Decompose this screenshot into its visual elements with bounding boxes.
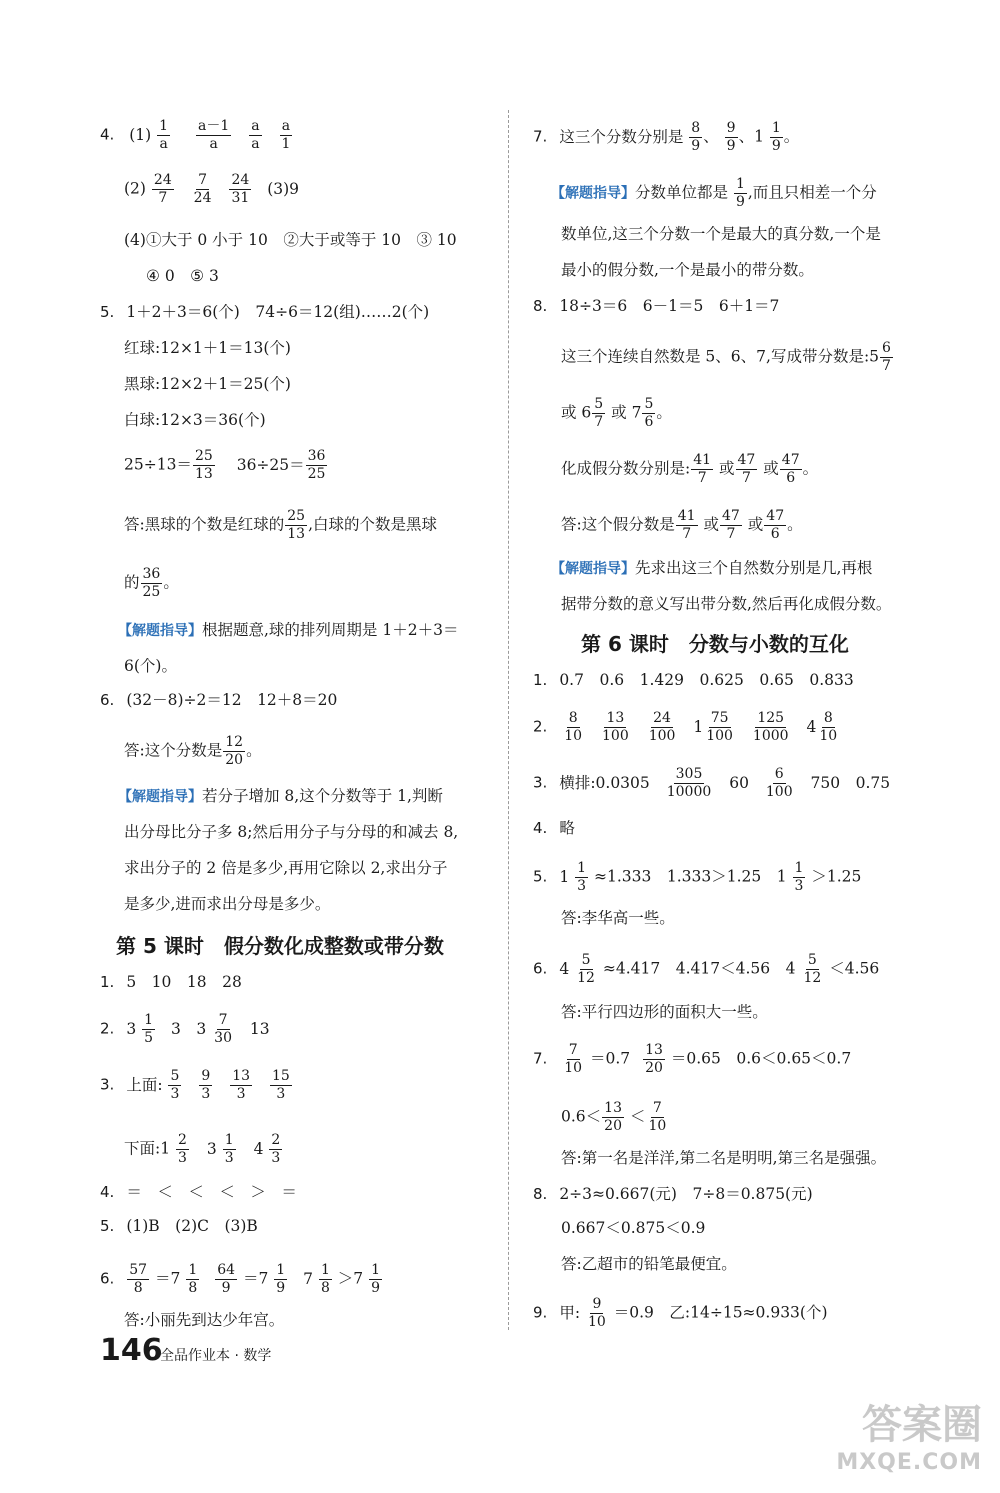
fraction: $\frac{24}{7}$ (153, 172, 172, 206)
fraction: $\frac{41}{7}$ (693, 452, 712, 486)
fraction: $\frac{64}{9}$ (217, 1262, 236, 1296)
fraction: $\frac{13}{20}$ (604, 1100, 622, 1134)
q6-tip-line2: 出分母比分子多 8;然后用分子与分母的和减去 8, (124, 823, 459, 841)
fraction: $\frac{1}{3}$ (577, 860, 587, 894)
r3-line: 3. 横排:0.0305 $\frac{305}{10000}$ 60 $\frac{6}{100}$ 750 0.75 (533, 766, 891, 800)
r7-answer: 答:第一名是洋洋,第二名是明明,第三名是强强。 (561, 1149, 887, 1167)
q8-line3: 或 6 $\frac{5}{7}$ 或 7 $\frac{5}{6}$ 。 (561, 396, 672, 430)
watermark-url: MXQE.COM (836, 1450, 982, 1475)
s6-line: 6. $\frac{57}{8}$ ＝7 $\frac{1}{8}$ $\frac{64}{9}$ ＝7 $\frac{1}{9}$ 7 $\frac{1}{8}$ ＞7 $\frac{1}{9}$ (100, 1262, 381, 1296)
q4-part4: (4)①大于 0 小于 10 ②大于或等于 10 ③ 10 (124, 231, 457, 249)
fraction: $\frac{13}{20}$ (645, 1042, 663, 1076)
fraction: $\frac{1}{8}$ (188, 1262, 198, 1296)
fraction: $\frac{a}{1}$ (281, 118, 291, 152)
q7-tip-line3: 最小的假分数,一个是最小的带分数。 (561, 261, 814, 279)
fraction: $\frac{1}{9}$ (276, 1262, 286, 1296)
fraction: $\frac{47}{7}$ (722, 508, 740, 542)
tip-label: 【解题指导】 (118, 623, 202, 639)
r9-line: 9. 甲: $\frac{9}{10}$ ＝0.9 乙:14÷15≈0.933(个) (533, 1296, 828, 1330)
fraction: $\frac{7}{24}$ (193, 172, 212, 206)
fraction: $\frac{1}{9}$ (771, 120, 781, 154)
fraction: $\frac{25}{13}$ (194, 448, 213, 482)
fraction: $\frac{47}{6}$ (766, 508, 785, 542)
fraction: $\frac{13}{100}$ (602, 710, 629, 744)
fraction: $\frac{1}{9}$ (371, 1262, 381, 1296)
fraction: $\frac{a-1}{a}$ (198, 118, 230, 152)
s3-lower: 下面:1 $\frac{2}{3}$ 3 $\frac{1}{3}$ 4 $\frac{2}{3}$ (124, 1132, 281, 1166)
q7-line: 7. 这三个分数分别是 $\frac{8}{9}$ 、 $\frac{9}{9}$ 、1 $\frac{1}{9}$ 。 (533, 120, 800, 154)
q7-tip-line2: 数单位,这三个分数一个是最大的真分数,一个是 (561, 225, 881, 243)
fraction: $\frac{5}{3}$ (170, 1068, 180, 1102)
r8-answer: 答:乙超市的铅笔最便宜。 (561, 1255, 737, 1273)
fraction: $\frac{12}{20}$ (225, 734, 244, 768)
q6-tip: 【解题指导】若分子增加 8,这个分数等于 1,判断 (118, 787, 443, 805)
fraction: $\frac{6}{7}$ (882, 340, 891, 374)
r5-line: 5. 1 $\frac{1}{3}$ ≈1.333 1.333＞1.25 1 $\frac{1}{3}$ ＞1.25 (533, 860, 862, 894)
q5-answer2: 的 $\frac{36}{25}$ 。 (124, 566, 179, 600)
fraction: $\frac{1}{3}$ (224, 1132, 234, 1166)
s6-answer: 答:小丽先到达少年宫。 (124, 1311, 285, 1329)
q6-tip-line3: 求出分子的 2 倍是多少,再用它除以 2,求出分子 (124, 859, 448, 877)
q4-part1: 4. (1) $\frac{1}{a}$ $\frac{a-1}{a}$ $\frac{a}{a}$ $\frac{a}{1}$ (100, 118, 291, 152)
q8-tip-line2: 据带分数的意义写出带分数,然后再化成假分数。 (561, 595, 892, 613)
r8-line2: 0.667＜0.875＜0.9 (561, 1219, 706, 1237)
fraction: $\frac{9}{10}$ (587, 1296, 606, 1330)
tip-label: 【解题指导】 (118, 789, 202, 805)
fraction: $\frac{1}{9}$ (735, 176, 745, 210)
fraction: $\frac{41}{7}$ (677, 508, 696, 542)
fraction: $\frac{6}{100}$ (765, 766, 793, 800)
tip-label: 【解题指导】 (551, 185, 635, 202)
fraction: $\frac{5}{12}$ (577, 952, 595, 986)
q8-line4: 化成假分数分别是: $\frac{41}{7}$ 或 $\frac{47}{7}$ 或 $\frac{47}{6}$ 。 (561, 452, 819, 486)
fraction: $\frac{36}{25}$ (307, 448, 326, 482)
column-divider (508, 110, 509, 1330)
fraction: $\frac{9}{9}$ (726, 120, 736, 154)
fraction: $\frac{8}{10}$ (819, 710, 838, 744)
r4-line: 4. 略 (533, 819, 575, 837)
q8-line1: 8. 18÷3＝6 6－1＝5 6＋1＝7 (533, 297, 780, 315)
r5-answer: 答:李华高一些。 (561, 909, 675, 927)
tip-label: 【解题指导】 (551, 561, 635, 577)
fraction: $\frac{1}{8}$ (320, 1262, 330, 1296)
watermark-logo: 答案圈 (862, 1402, 982, 1448)
fraction: $\frac{5}{12}$ (803, 952, 822, 986)
fraction: $\frac{9}{3}$ (201, 1068, 211, 1102)
fraction: $\frac{1}{5}$ (144, 1012, 154, 1046)
lesson6-heading: 第 6 课时 分数与小数的互化 (581, 632, 849, 656)
fraction: $\frac{24}{100}$ (648, 710, 676, 744)
fraction: $\frac{75}{100}$ (706, 710, 733, 744)
fraction: $\frac{24}{31}$ (231, 172, 250, 206)
q8-tip: 【解题指导】先求出这三个自然数分别是几,再根 (551, 559, 873, 577)
fraction: $\frac{a}{a}$ (251, 118, 260, 152)
q5-tip: 【解题指导】根据题意,球的排列周期是 1＋2＋3＝ (118, 621, 459, 639)
q5-answer1: 答:黑球的个数是红球的 $\frac{25}{13}$ ,白球的个数是黑球 (124, 508, 437, 542)
fraction: $\frac{15}{3}$ (271, 1068, 290, 1102)
fraction: $\frac{7}{30}$ (214, 1012, 232, 1046)
q4-part5: ④ 0 ⑤ 3 (146, 267, 219, 285)
fraction: $\frac{7}{10}$ (648, 1100, 667, 1134)
q6-answer: 答:这个分数是 $\frac{12}{20}$ 。 (124, 734, 262, 768)
page-number: 146 (100, 1333, 163, 1368)
q6-line1: 6. (32－8)÷2＝12 12＋8＝20 (100, 691, 338, 709)
q6-tip-line4: 是多少,进而求出分母是多少。 (124, 895, 331, 913)
q5-line1: 5. 1＋2＋3＝6(个) 74÷6＝12(组)……2(个) (100, 303, 430, 321)
q5-line4: 白球:12×3＝36(个) (124, 411, 266, 429)
r6-answer: 答:平行四边形的面积大一些。 (561, 1003, 768, 1021)
r1-line: 1. 0.7 0.6 1.429 0.625 0.65 0.833 (533, 671, 854, 689)
fraction: $\frac{305}{10000}$ (666, 766, 712, 800)
r7-line1: 7. $\frac{7}{10}$ ＝0.7 $\frac{13}{20}$ ＝0.65 0.6＜0.65＜0.7 (533, 1042, 852, 1076)
fraction: $\frac{5}{7}$ (594, 396, 604, 430)
fraction: $\frac{125}{1000}$ (752, 710, 789, 744)
fraction: $\frac{1}{a}$ (159, 118, 169, 152)
fraction: $\frac{8}{10}$ (564, 710, 583, 744)
fraction: $\frac{47}{6}$ (781, 452, 800, 486)
s2-line: 2. 3 $\frac{1}{5}$ 3 3 $\frac{7}{30}$ 13 (100, 1012, 270, 1046)
fraction: $\frac{47}{7}$ (737, 452, 756, 486)
lesson5-heading: 第 5 课时 假分数化成整数或带分数 (116, 934, 444, 958)
r6-line: 6. 4 $\frac{5}{12}$ ≈4.417 4.417＜4.56 4 $\frac{5}{12}$ ＜4.56 (533, 952, 880, 986)
s1-line: 1. 5 10 18 28 (100, 973, 242, 991)
q8-line2: 这三个连续自然数是 5、6、7,写成带分数是:5 $\frac{6}{7}$ (561, 340, 891, 374)
fraction: $\frac{2}{3}$ (178, 1132, 187, 1166)
fraction: $\frac{13}{3}$ (232, 1068, 251, 1102)
fraction: $\frac{2}{3}$ (271, 1132, 281, 1166)
fraction: $\frac{1}{3}$ (794, 860, 804, 894)
q8-answer: 答:这个假分数是 $\frac{41}{7}$ 或 $\frac{47}{7}$ 或 $\frac{47}{6}$ 。 (561, 508, 803, 542)
r2-line: 2. $\frac{8}{10}$ $\frac{13}{100}$ $\frac{24}{100}$ 1 $\frac{75}{100}$ $\frac{125}{1000}$ 4 $\frac{8}{10}$ (533, 710, 838, 744)
s3-upper: 3. 上面: $\frac{5}{3}$ $\frac{9}{3}$ $\frac{13}{3}$ $\frac{15}{3}$ (100, 1068, 290, 1102)
q5-line5: 25÷13＝ $\frac{25}{13}$ 36÷25＝ $\frac{36}{25}$ (124, 448, 326, 482)
q5-tip-line2: 6(个)。 (124, 657, 177, 675)
fraction: $\frac{25}{13}$ (287, 508, 306, 542)
r8-line1: 8. 2÷3≈0.667(元) 7÷8＝0.875(元) (533, 1185, 813, 1203)
q4-part2: (2) $\frac{24}{7}$ $\frac{7}{24}$ $\frac{24}{31}$ (3)9 (124, 172, 300, 206)
s5-line: 5. (1)B (2)C (3)B (100, 1217, 258, 1235)
watermark (836, 1393, 982, 1475)
fraction: $\frac{57}{8}$ (129, 1262, 148, 1296)
fraction: $\frac{7}{10}$ (564, 1042, 583, 1076)
r7-line2: 0.6＜ $\frac{13}{20}$ ＜ $\frac{7}{10}$ (561, 1100, 667, 1134)
s4-line: 4. ＝ ＜ ＜ ＜ ＞ ＝ (100, 1183, 297, 1201)
q5-line2: 红球:12×1＋1＝13(个) (124, 339, 291, 357)
fraction: $\frac{8}{9}$ (691, 120, 701, 154)
q5-line3: 黑球:12×2＋1＝25(个) (124, 375, 291, 393)
fraction: $\frac{36}{25}$ (142, 566, 161, 600)
q7-tip: 【解题指导】分数单位都是 $\frac{1}{9}$ ,而且只相差一个分 (551, 176, 877, 210)
fraction: $\frac{5}{6}$ (644, 396, 654, 430)
book-title: 全品作业本 · 数学 (160, 1348, 272, 1364)
